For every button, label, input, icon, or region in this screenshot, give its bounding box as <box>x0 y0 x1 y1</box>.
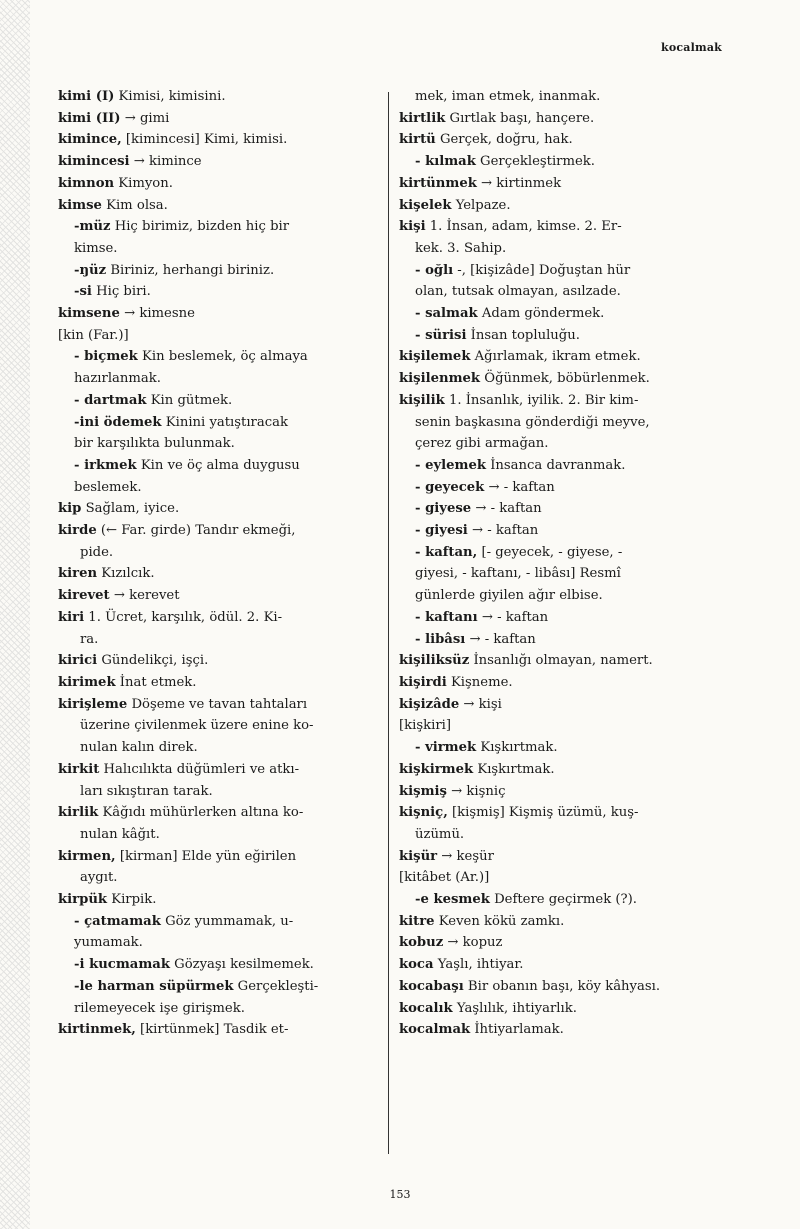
dictionary-line <box>399 173 729 195</box>
entry-definition: ra. <box>80 631 99 647</box>
dictionary-line <box>399 281 729 303</box>
dictionary-line <box>58 238 376 260</box>
dictionary-line <box>399 390 729 412</box>
dictionary-line <box>58 781 376 803</box>
dictionary-line <box>58 998 376 1020</box>
dictionary-line <box>399 1019 729 1041</box>
entry-headword: kimince, <box>58 132 122 148</box>
entry-headword: - eylemek <box>415 457 486 473</box>
entry-definition: → gimi <box>120 110 170 126</box>
entry-definition: pide. <box>80 544 114 560</box>
dictionary-line <box>399 542 729 564</box>
entry-definition: Kim olsa. <box>101 197 168 213</box>
column-divider <box>388 92 389 1154</box>
dictionary-line <box>399 889 729 911</box>
entry-definition: Gerçekleştirmek. <box>475 154 595 170</box>
dictionary-line <box>399 477 729 499</box>
entry-headword: kişilemek <box>399 349 471 365</box>
dictionary-line <box>58 846 376 868</box>
entry-headword: kirlik <box>58 805 99 821</box>
entry-headword: -si <box>74 284 92 300</box>
entry-headword: kirpük <box>58 892 108 908</box>
entry-headword: - çatmamak <box>74 913 161 929</box>
entry-definition: İhtiyarlamak. <box>470 1022 564 1038</box>
dictionary-line <box>58 129 376 151</box>
entry-definition: hazırlanmak. <box>74 371 161 387</box>
dictionary-line <box>58 433 376 455</box>
dictionary-line <box>399 846 729 868</box>
entry-definition: Kin beslemek, öç almaya <box>137 349 308 365</box>
entry-definition: 1. İnsan, adam, kimse. 2. Er- <box>425 219 622 235</box>
entry-headword: kirimek <box>58 674 116 690</box>
entry-definition: → - kaftan <box>484 479 555 495</box>
entry-definition: Keven kökü zamkı. <box>434 913 565 929</box>
entry-definition: (← Far. girde) Tandır ekmeği, <box>96 523 296 539</box>
dictionary-line <box>58 932 376 954</box>
entry-headword: kirtlik <box>399 110 446 126</box>
dictionary-line <box>399 932 729 954</box>
entry-definition: rilemeyecek işe girişmek. <box>74 1000 245 1016</box>
entry-definition: Göz yummamak, u- <box>160 913 294 929</box>
entry-definition: kimse. <box>74 240 118 256</box>
entry-definition: Gözyaşı kesilmemek. <box>169 957 314 973</box>
dictionary-line <box>58 824 376 846</box>
dictionary-line <box>58 542 376 564</box>
entry-headword: kişilik <box>399 392 445 408</box>
entry-headword: - libâsı <box>415 631 466 647</box>
entry-definition: İnat etmek. <box>115 674 197 690</box>
entry-headword: kocalmak <box>399 1022 471 1038</box>
entry-headword: - geyecek <box>415 479 485 495</box>
entry-definition: → kimince <box>129 154 202 170</box>
dictionary-line <box>58 303 376 325</box>
entry-headword: - virmek <box>415 740 477 756</box>
entry-definition: Kirpik. <box>107 892 157 908</box>
dictionary-line <box>58 889 376 911</box>
entry-headword: kocabaşı <box>399 978 464 994</box>
entry-definition: olan, tutsak olmayan, asılzade. <box>415 284 621 300</box>
dictionary-line <box>58 477 376 499</box>
dictionary-line <box>399 781 729 803</box>
entry-definition: [kirman] Elde yün eğirilen <box>115 848 297 864</box>
dictionary-line <box>58 759 376 781</box>
dictionary-line <box>399 585 729 607</box>
entry-definition: İnsan topluluğu. <box>466 327 580 343</box>
entry-definition: 1. Ücret, karşılık, ödül. 2. Ki- <box>84 609 283 625</box>
dictionary-line <box>399 412 729 434</box>
entry-headword: kirde <box>58 523 97 539</box>
dictionary-line <box>399 498 729 520</box>
dictionary-line <box>58 498 376 520</box>
entry-definition: [kin (Far.)] <box>58 327 129 343</box>
entry-definition: [kirtünmek] Tasdik et- <box>135 1022 289 1038</box>
dictionary-line <box>58 86 376 108</box>
entry-headword: kirtinmek, <box>58 1022 136 1038</box>
entry-headword: kitre <box>399 913 435 929</box>
entry-definition: Sağlam, iyice. <box>81 501 180 517</box>
entry-definition: çerez gibi armağan. <box>415 436 549 452</box>
dictionary-line <box>58 694 376 716</box>
entry-definition: → kirtinmek <box>476 175 562 191</box>
entry-definition: aygıt. <box>80 870 118 886</box>
dictionary-line <box>58 650 376 672</box>
dictionary-line <box>399 346 729 368</box>
entry-definition: Kin gütmek. <box>146 392 233 408</box>
dictionary-line <box>58 911 376 933</box>
entry-definition: ları sıkıştıran tarak. <box>80 783 213 799</box>
dictionary-line <box>399 368 729 390</box>
entry-definition: İnsanlığı olmayan, namert. <box>469 653 653 669</box>
entry-definition: [kimincesi] Kimi, kimisi. <box>121 132 288 148</box>
entry-headword: -ini ödemek <box>74 414 162 430</box>
dictionary-line <box>58 976 376 998</box>
entry-definition: giyesi, - kaftanı, - libâsı] Resmî <box>415 566 621 582</box>
dictionary-line <box>399 260 729 282</box>
entry-definition: → - kaftan <box>467 523 539 539</box>
dictionary-line <box>399 195 729 217</box>
entry-definition: Gerçek, doğru, hak. <box>435 132 573 148</box>
dictionary-line <box>58 954 376 976</box>
entry-headword: kimse <box>58 197 102 213</box>
entry-definition: → - kaftan <box>471 501 542 517</box>
right-column <box>399 86 729 1041</box>
entry-headword: kimi (I) <box>58 89 115 104</box>
entry-definition: Halıcılıkta düğümleri ve atkı- <box>99 761 300 777</box>
dictionary-line <box>399 86 729 108</box>
entry-headword: kirişleme <box>58 696 128 712</box>
entry-definition: Kin ve öç alma duygusu <box>136 457 300 473</box>
dictionary-line <box>399 108 729 130</box>
dictionary-line <box>58 260 376 282</box>
dictionary-line <box>399 325 729 347</box>
entry-headword: - dartmak <box>74 392 147 408</box>
entry-definition: senin başkasına gönderdiği meyve, <box>415 414 650 430</box>
dictionary-line <box>399 607 729 629</box>
entry-definition: üzerine çivilenmek üzere enine ko- <box>80 718 314 734</box>
entry-headword: kişilenmek <box>399 371 481 387</box>
dictionary-line <box>58 802 376 824</box>
entry-definition: Yaşlılık, ihtiyarlık. <box>452 1000 577 1016</box>
entry-headword: kişi <box>399 219 426 235</box>
entry-headword: kirici <box>58 653 98 669</box>
entry-headword: kip <box>58 501 82 517</box>
dictionary-line <box>58 629 376 651</box>
entry-headword: kiri <box>58 609 85 625</box>
dictionary-line <box>399 672 729 694</box>
entry-definition: → kişniç <box>446 783 506 799</box>
dictionary-line <box>399 954 729 976</box>
dictionary-line <box>399 455 729 477</box>
entry-headword: - giyese <box>415 501 472 517</box>
dictionary-line <box>58 607 376 629</box>
dictionary-line <box>58 173 376 195</box>
entry-definition: Kışkırtmak. <box>473 761 555 777</box>
entry-headword: kimincesi <box>58 154 130 170</box>
entry-headword: kiren <box>58 566 98 582</box>
entry-headword: kişkirmek <box>399 761 474 777</box>
entry-headword: -müz <box>74 219 111 235</box>
entry-headword: - kaftan, <box>415 544 478 560</box>
dictionary-line <box>399 650 729 672</box>
dictionary-line <box>58 563 376 585</box>
entry-headword: koca <box>399 957 434 973</box>
entry-headword: kişelek <box>399 197 452 213</box>
entry-definition: Kişneme. <box>446 674 513 690</box>
entry-definition: Kışkırtmak. <box>476 740 558 756</box>
entry-definition: Hiç biri. <box>91 284 151 300</box>
entry-headword: - kılmak <box>415 154 476 170</box>
entry-definition: Döşeme ve tavan tahtaları <box>127 696 308 712</box>
dictionary-line <box>399 303 729 325</box>
dictionary-line <box>399 433 729 455</box>
dictionary-line <box>399 629 729 651</box>
dictionary-line <box>399 216 729 238</box>
entry-headword: - giyesi <box>415 523 468 539</box>
entry-definition: [kişmiş] Kişmiş üzümü, kuş- <box>447 805 639 821</box>
entry-definition: Gırtlak başı, hançere. <box>445 110 595 126</box>
dictionary-line <box>399 520 729 542</box>
entry-headword: kirtünmek <box>399 175 477 191</box>
entry-headword: - irkmek <box>74 457 137 473</box>
dictionary-line <box>399 129 729 151</box>
entry-definition: nulan kalın direk. <box>80 740 198 756</box>
dictionary-line <box>399 694 729 716</box>
entry-headword: -e kesmek <box>415 892 490 908</box>
page-number: 153 <box>389 1188 411 1201</box>
entry-definition: üzümü. <box>415 826 465 842</box>
entry-headword: kişmiş <box>399 783 447 799</box>
dictionary-line <box>58 346 376 368</box>
entry-definition: -, [kişizâde] Doğuştan hür <box>453 262 631 278</box>
dictionary-line <box>399 737 729 759</box>
entry-definition: Öğünmek, böbürlenmek. <box>480 371 650 387</box>
entry-headword: kişiliksüz <box>399 653 470 669</box>
entry-headword: kişirdi <box>399 674 447 690</box>
entry-definition: İnsanca davranmak. <box>486 457 626 473</box>
entry-headword: kocalık <box>399 1000 453 1016</box>
dictionary-line <box>58 867 376 889</box>
entry-definition: Biriniz, herhangi biriniz. <box>106 262 275 278</box>
dictionary-line <box>399 824 729 846</box>
entry-definition: [- geyecek, - giyese, - <box>477 544 623 560</box>
dictionary-line <box>399 976 729 998</box>
dictionary-line <box>399 715 729 737</box>
entry-definition: Kâğıdı mühürlerken altına ko- <box>98 805 304 821</box>
dictionary-line <box>58 672 376 694</box>
entry-definition: Adam göndermek. <box>477 306 605 322</box>
entry-definition: → kerevet <box>109 588 180 604</box>
entry-headword: - salmak <box>415 306 478 322</box>
entry-definition: Gündelikçi, işçi. <box>97 653 209 669</box>
dictionary-line <box>399 563 729 585</box>
entry-definition: Kızılcık. <box>97 566 155 582</box>
dictionary-line <box>399 802 729 824</box>
dictionary-line <box>399 867 729 889</box>
page-edge-shadow <box>0 0 30 1229</box>
entry-definition: Hiç birimiz, bizden hiç bir <box>110 219 290 235</box>
entry-definition: → kişi <box>459 696 502 712</box>
dictionary-line <box>58 412 376 434</box>
dictionary-line <box>399 911 729 933</box>
running-head: kocalmak <box>661 41 722 54</box>
entry-definition: 1. İnsanlık, iyilik. 2. Bir kim- <box>444 392 639 408</box>
entry-definition: Kinini yatıştıracak <box>161 414 288 430</box>
entry-definition: günlerde giyilen ağır elbise. <box>415 588 603 604</box>
entry-definition: nulan kâğıt. <box>80 826 160 842</box>
entry-headword: kirmen, <box>58 848 116 864</box>
entry-headword: kişizâde <box>399 696 460 712</box>
entry-headword: -ŋüz <box>74 262 107 278</box>
dictionary-line <box>399 998 729 1020</box>
entry-headword: - kaftanı <box>415 609 478 625</box>
entry-definition: Yelpaze. <box>451 197 511 213</box>
entry-definition: → - kaftan <box>465 631 536 647</box>
entry-definition: Bir obanın başı, köy kâhyası. <box>463 978 661 994</box>
entry-headword: kirtü <box>399 132 436 148</box>
entry-definition: → kimesne <box>119 306 195 322</box>
entry-headword: kobuz <box>399 935 444 951</box>
entry-definition: bir karşılıkta bulunmak. <box>74 436 235 452</box>
entry-headword: -le harman süpürmek <box>74 978 234 994</box>
dictionary-line <box>58 520 376 542</box>
dictionary-line <box>58 195 376 217</box>
dictionary-line <box>58 1019 376 1041</box>
entry-headword: kişniç, <box>399 805 448 821</box>
entry-headword: kimsene <box>58 306 120 322</box>
dictionary-line <box>399 759 729 781</box>
entry-definition: yumamak. <box>74 935 143 951</box>
entry-definition: Deftere geçirmek (?). <box>489 892 637 908</box>
entry-headword: kirkit <box>58 761 100 777</box>
entry-definition: Kimisi, kimisini. <box>114 89 226 104</box>
entry-definition: beslemek. <box>74 479 142 495</box>
entry-definition: Kimyon. <box>114 175 173 191</box>
entry-definition: [kişkiri] <box>399 718 451 734</box>
entry-headword: - biçmek <box>74 349 138 365</box>
dictionary-line <box>58 216 376 238</box>
entry-headword: kimnon <box>58 175 115 191</box>
entry-definition: [kitâbet (Ar.)] <box>399 870 490 886</box>
entry-definition: Yaşlı, ihtiyar. <box>433 957 524 973</box>
entry-definition: → keşür <box>437 848 494 864</box>
entry-headword: kişür <box>399 848 438 864</box>
dictionary-line <box>58 325 376 347</box>
entry-definition: Gerçekleşti- <box>233 978 319 994</box>
entry-definition: mek, iman etmek, inanmak. <box>415 89 601 104</box>
entry-headword: kimi (II) <box>58 110 121 126</box>
dictionary-line <box>58 108 376 130</box>
dictionary-line <box>58 715 376 737</box>
dictionary-line <box>58 737 376 759</box>
dictionary-line <box>58 390 376 412</box>
dictionary-line <box>58 151 376 173</box>
dictionary-line <box>58 585 376 607</box>
dictionary-line <box>58 455 376 477</box>
dictionary-line <box>399 238 729 260</box>
dictionary-line <box>58 281 376 303</box>
entry-headword: kirevet <box>58 588 110 604</box>
entry-definition: → kopuz <box>443 935 503 951</box>
left-column <box>58 86 376 1041</box>
dictionary-line <box>58 368 376 390</box>
entry-headword: - oğlı <box>415 262 454 278</box>
entry-definition: kek. 3. Sahip. <box>415 240 507 256</box>
entry-definition: Ağırlamak, ikram etmek. <box>470 349 641 365</box>
entry-headword: -i kucmamak <box>74 957 170 973</box>
entry-definition: → - kaftan <box>477 609 549 625</box>
entry-headword: - sürisi <box>415 327 467 343</box>
dictionary-line <box>399 151 729 173</box>
